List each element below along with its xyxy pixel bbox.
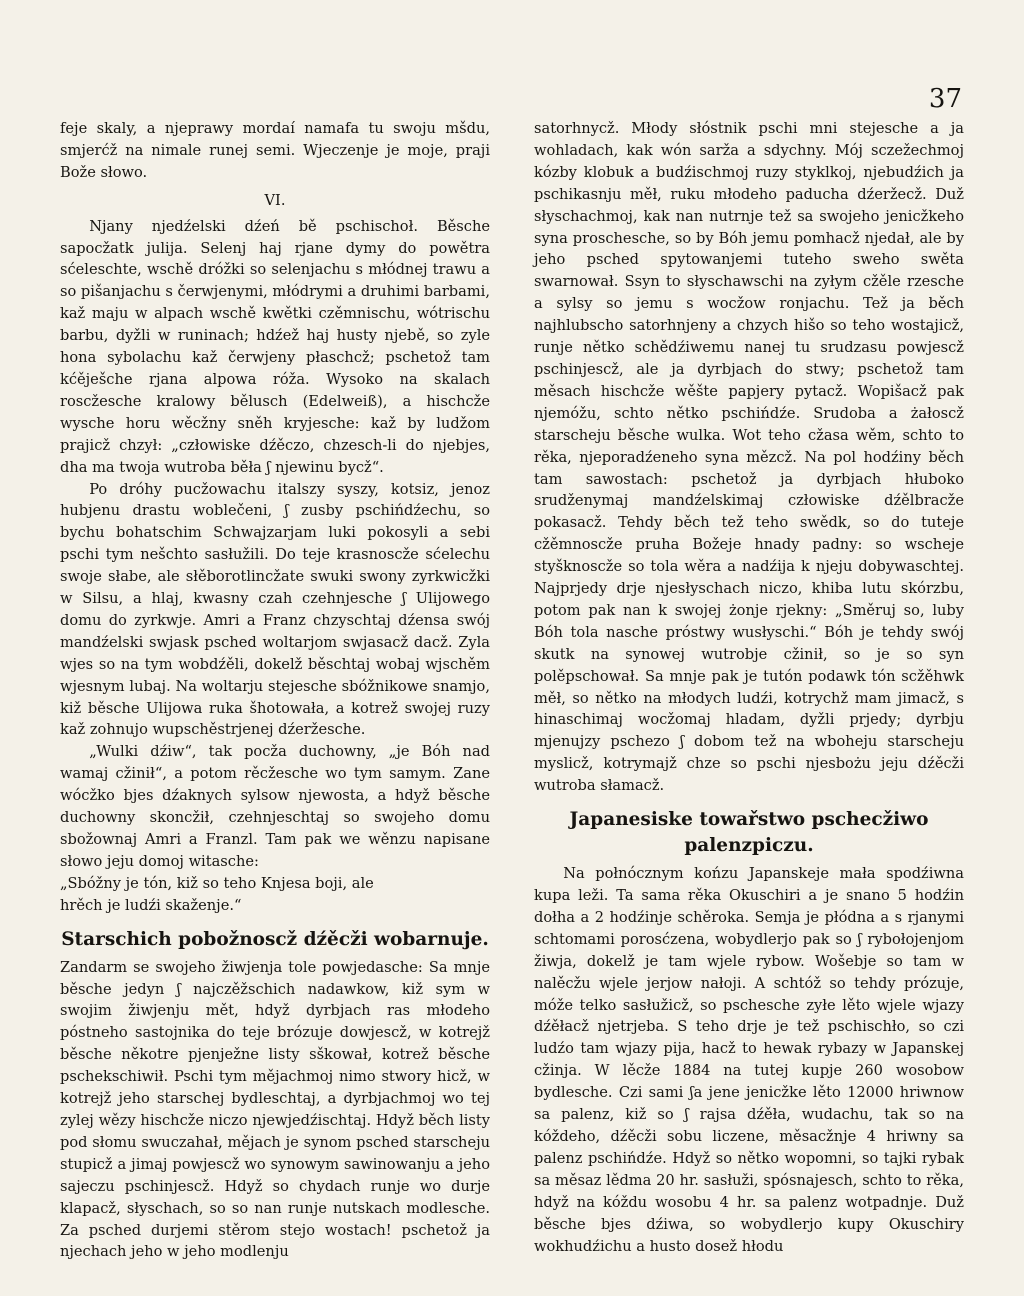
- article-heading: Starschich pobožnoscž dźěcži wobarnuje.: [61, 928, 489, 950]
- section-number: VI.: [264, 191, 286, 209]
- paragraph: satorhnycž. Młody słóstnik pschi mni stejesche a ja wohladach, kak wón sarža a sdychny. Mój sczežechmoj kózby klobuk a budźischmoj ruzy styklkoj, njebudźich ja pschikasnju měł, ruku młodeho paducha dźeržecž. Duž słyschachmoj, kak nan nutrnje tež sa swojeho jenicžkeho syna proschesche, so by Bóh jemu pomhacž njedał, ale by jeho psched spytowanjemi tuteho sweho swěta swarnował. Ssyn to słyschawschi na zyłym cžěle rzesche a sylsy so jemu s wocžow ronjachu. Tež ja běch najhlubscho satorhnjeny a chzych hišo so teho wostajicž, runje nětko schědźiwemu nanej tu srudzasu powjescž pschinjescž, ale ja dyrbjach do stwy; pschetož tam měsach hischcže wěšte papjery pytacž. Wopišacž pak njemóžu, schto nětko pschińdźe. Srudoba a żałoscž starscheju běsche wulka. Wot teho cžasa wěm, schto to rěka, njeporadźeneho syna mězcž. Na pol hodźiny běch tam sawostach: pschetož ja dyrbjach hłuboko srudženymaj mandźelskimaj człowiske dźělbracže pokasacž. Tehdy běch tež teho swědk, so do tuteje cžěmnoscže pruha Božeje hnady padny: so wscheje styšknoscže so tola wěra a nadźija k njeju dobywaschtej. Najprjedy drje njesłyschach niczo, khiba lutu skórzbu, potom pak nan k swojej żonje rjekny: „Směruj so, luby Bóh tola nasche próstwy wusłyschi.“ Bóh je tehdy swój skutk na synowej wutrobje cžinił, so je so syn polěpschował. Sa mnje pak je tutón podawk tón scžěhwk měł, so nětko na młodych ludźi, kotrychž mam jimacž, s hinaschimaj wocžomaj hladam, dyžli prjedy; dyrbju mjenujzy pschezo ʃ dobom tež na wboheju starscheju myslicž, kotrymajž chze so pschi njesbożu jeju dźěcži wutroba słamacž.: [534, 120, 964, 795]
- article-heading: Japanesiske towařstwo pschecžiwo palenzpiczu.: [569, 809, 929, 857]
- verse-line: hrěch je ludźi skaženje.“: [60, 896, 242, 914]
- paragraph: Po dróhy pucžowachu italszy syszy, kotsiz, jenoz hubjenu drastu woblečeni, ʃ zusby pschińdźechu, so bychu bohatschim Schwajzarjam luki pokosyli a sebi pschi tym nešchto sasłužili. Do teje krasnoscže sćelechu swoje słabe, ale słěborotlincžate swuki swony zyrkwicžki w Silsu, a hlaj, kwasny czah czehnjesche ʃ Ulijowego domu do zyrkwje. Amri a Franz chzyschtaj dźensa swój mandźelski swjask psched woltarjom swjasacž dacž. Zyla wjes so na tym wobdźěli, dokelž běschtaj wobaj wjschěm wjesnym lubaj. Na woltarju stejesche sbóžnikowe snamjo, kiž běsche Ulijowa ruka šhotowała, a kotrež swojej ruzy kaž zohnujo wupschěstrjenej dźeržesche.: [60, 480, 490, 739]
- right-column: [534, 118, 964, 1257]
- left-column: [60, 118, 490, 1263]
- page-number: 37: [928, 84, 962, 114]
- paragraph: Na połnócznym końzu Japanskeje mała spodźiwna kupa leži. Ta sama rěka Okuschiri a je snano 5 hodźin dołha a 2 hodźinje schěroka. Semja je płódna a s rjanymi schtomami porosćzena, wobydlerjo pak so ʃ rybołojenjom žiwja, dokelž je tam wjele rybow. Wošebje so tam w nalěcžu wjele jerjow nałoji. A schtóž so tehdy prózuje, móže telko sasłužicž, so pschesche zyłe lěto wjele wjazy dźěłacž njetrjeba. S teho drje je tež pschischło, so czi ludźo tam wjazy pija, hacž to hewak rybazy w Japanskej cžinja. W lěcže 1884 na tutej kupje 260 wosobow bydlesche. Czi sami ʃa jene jenicžke lěto 12000 hriwnow sa palenz, kiž so ʃ rajsa dźěła, wudachu, tak so na kóždeho, dźěcži sobu liczene, měsacžnje 4 hriwny sa palenz pschińdźe. Hdyž so nětko wopomni, so tajki rybak sa měsaz lědma 20 hr. sasłuži, spósnajesch, schto to rěka, hdyž na kóždu wosobu 4 hr. sa palenz wotpadnje. Duž běsche bjes dźiwa, so wobydlerjo kupy Okuschiry wokhudźichu a husto dosež hłodu: [534, 865, 964, 1255]
- paragraph: feje skaly, a njeprawy mordaí namafa tu swoju mšdu, smjerćž na nimale runej semi. Wjeczenje je moje, praji Bože słowo.: [60, 120, 490, 181]
- verse-line: „Sbóžny je tón, kiž so teho Knjesa boji, ale: [60, 874, 374, 892]
- paragraph: Zandarm se swojeho žiwjenja tole powjedasche: Sa mnje běsche jedyn ʃ najczěžschich nadawkow, kiž sym w swojim žiwjenju mět, hdyž dyrbjach ras młodeho póstneho sastojnika do teje brózuje dowjescž, w kotrejž běsche někotre pjenježne listy sškował, kotrež běsche pschekschiwił. Pschi tym mějachmoj nimo stwory hicž, w kotrejž jeho starschej bydleschtaj, a dyrbjachmoj wo tej zylej wězy hischcže niczo njewjedźischtaj. Hdyž běch listy pod słomu swuczahał, mějach je synom psched starscheju stupicž a jimaj powjescž wo synowym sawinowanju a jeho sajeczu pschinjescž. Hdyž so chydach runje wo durje klapacž, słyschach, so so nan runje nutskach modlesche. Za psched durjemi stěrom stejo wostach! pschetož ja njechach jeho w jeho modlenju: [60, 958, 490, 1261]
- paragraph: Njany njedźelski dźeń bě pschischoł. Běsche sapocžatk julija. Selenj haj rjane dymy do powětra sćeleschte, wschě dróžki so selenjachu s młódnej trawu a so pišanjachu s čerwjenymi, młódrymi a druhimi barbami, kaž maju w alpach wschě kwětki czěmnischu, wótrischu barbu, dyžli w runinach; hdźež haj husty njebě, so zyle hona sybolachu kaž čerwjeny płaschcž; pschetož tam kćěješche rjana alpowa róža. Wysoko na skalach roscžesche kralowy bělusch (Edelweiß), a hischcže wysche horu wěcžny sněh kryjesche: kaž by ludžom prajicž chzył: „człowiske dźěczo, chzesch-li do njebjes, dha ma twoja wutroba běła ʃ njewinu bycž“.: [60, 217, 490, 476]
- paragraph: „Wulki dźiw“, tak pocža duchowny, „je Bóh nad wamaj cžinił“, a potom rěcžesche wo tym samym. Zane wócžko bjes dźaknych sylsow njewosta, a hdyž běsche duchowny skoncžił, czehnjeschtaj so swojeho domu sbožownaj Amri a Franzl. Tam pak we wěnzu napisane słowo jeju domoj witasche:: [60, 743, 490, 870]
